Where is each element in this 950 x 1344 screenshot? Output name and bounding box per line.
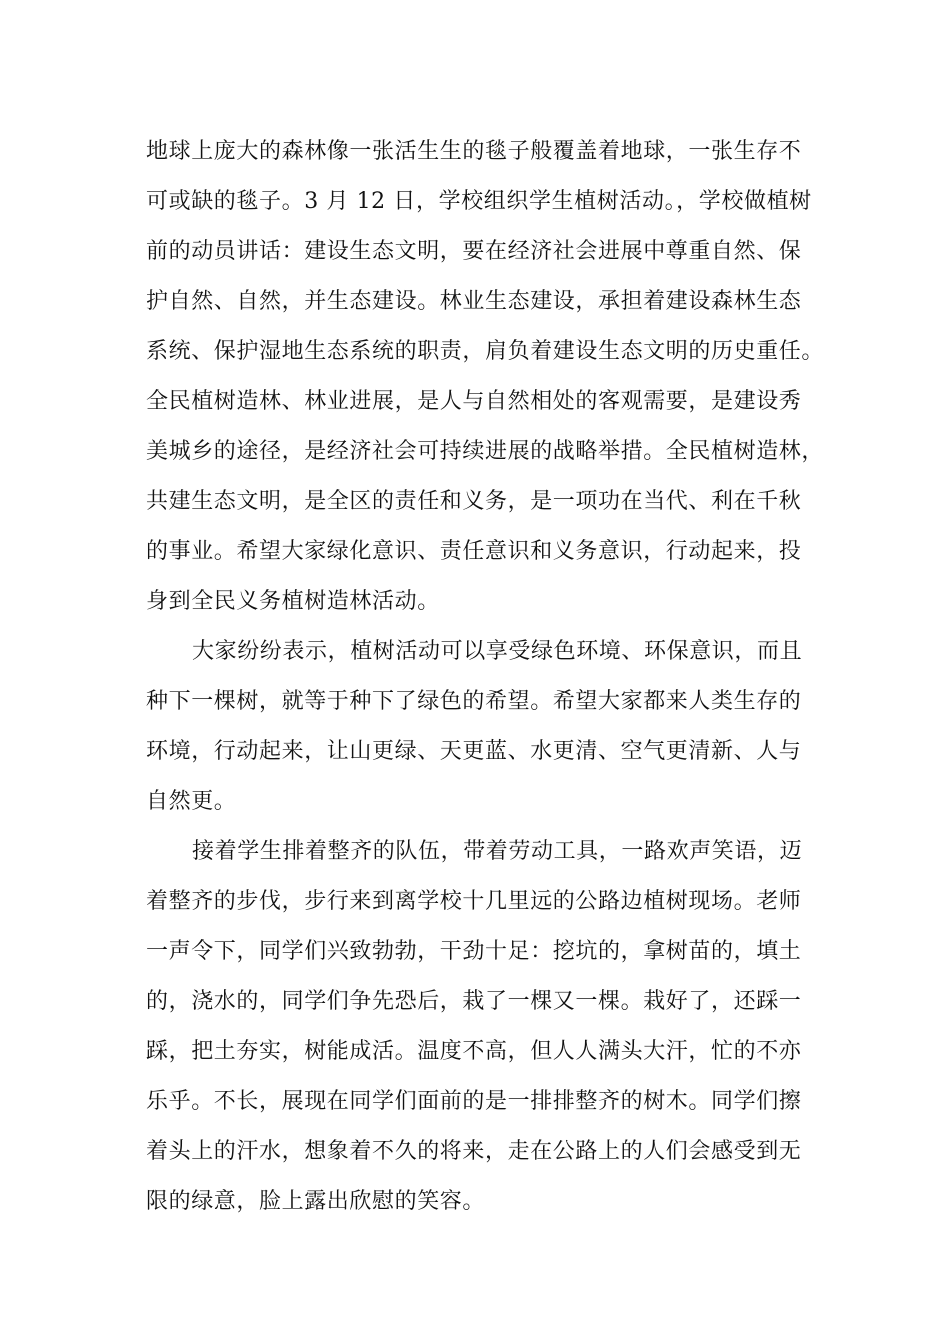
text-line: 踩，把土夯实，树能成活。温度不高，但人人满头大汗，忙的不亦 bbox=[146, 1039, 802, 1064]
text-line: 可或缺的毯子。3 月 12 日，学校组织学生植树活动。，学校做植树 bbox=[146, 189, 812, 214]
paragraph-3 bbox=[146, 827, 826, 1227]
text-line: 着整齐的步伐，步行来到离学校十几里远的公路边植树现场。老师 bbox=[146, 889, 802, 914]
text-line: 前的动员讲话：建设生态文明，要在经济社会进展中尊重自然、保 bbox=[146, 239, 802, 264]
text-line: 限的绿意，脸上露出欣慰的笑容。 bbox=[146, 1189, 486, 1214]
document-body bbox=[146, 127, 826, 1227]
text-line: 着头上的汗水，想象着不久的将来，走在公路上的人们会感受到无 bbox=[146, 1139, 802, 1164]
text-line: 护自然、自然，并生态建设。林业生态建设，承担着建设森林生态 bbox=[146, 289, 802, 314]
text-line: 环境，行动起来，让山更绿、天更蓝、水更清、空气更清新、人与 bbox=[146, 739, 802, 764]
text-line: 身到全民义务植树造林活动。 bbox=[146, 589, 440, 614]
text-line: 大家纷纷表示，植树活动可以享受绿色环境、环保意识，而且 bbox=[192, 639, 803, 664]
text-line: 美城乡的途径，是经济社会可持续进展的战略举措。全民植树造林， bbox=[146, 439, 825, 464]
text-line: 种下一棵树，就等于种下了绿色的希望。希望大家都来人类生存的 bbox=[146, 689, 802, 714]
text-line: 的，浇水的，同学们争先恐后，栽了一棵又一棵。栽好了，还踩一 bbox=[146, 989, 802, 1014]
text-line: 乐乎。不长，展现在同学们面前的是一排排整齐的树木。同学们擦 bbox=[146, 1089, 802, 1114]
paragraph-1 bbox=[146, 127, 826, 627]
text-line: 的事业。希望大家绿化意识、责任意识和义务意识，行动起来，投 bbox=[146, 539, 802, 564]
text-line: 系统、保护湿地生态系统的职责，肩负着建设生态文明的历史重任。 bbox=[146, 339, 825, 364]
text-line: 全民植树造林、林业进展，是人与自然相处的客观需要，是建设秀 bbox=[146, 389, 802, 414]
text-line: 接着学生排着整齐的队伍，带着劳动工具，一路欢声笑语，迈 bbox=[192, 839, 803, 864]
text-line: 共建生态文明，是全区的责任和义务，是一项功在当代、利在千秋 bbox=[146, 489, 802, 514]
text-line: 地球上庞大的森林像一张活生生的毯子般覆盖着地球，一张生存不 bbox=[146, 139, 802, 164]
text-line: 自然更。 bbox=[146, 789, 237, 814]
text-line: 一声令下，同学们兴致勃勃，干劲十足：挖坑的，拿树苗的，填土 bbox=[146, 939, 802, 964]
paragraph-2 bbox=[146, 627, 826, 827]
